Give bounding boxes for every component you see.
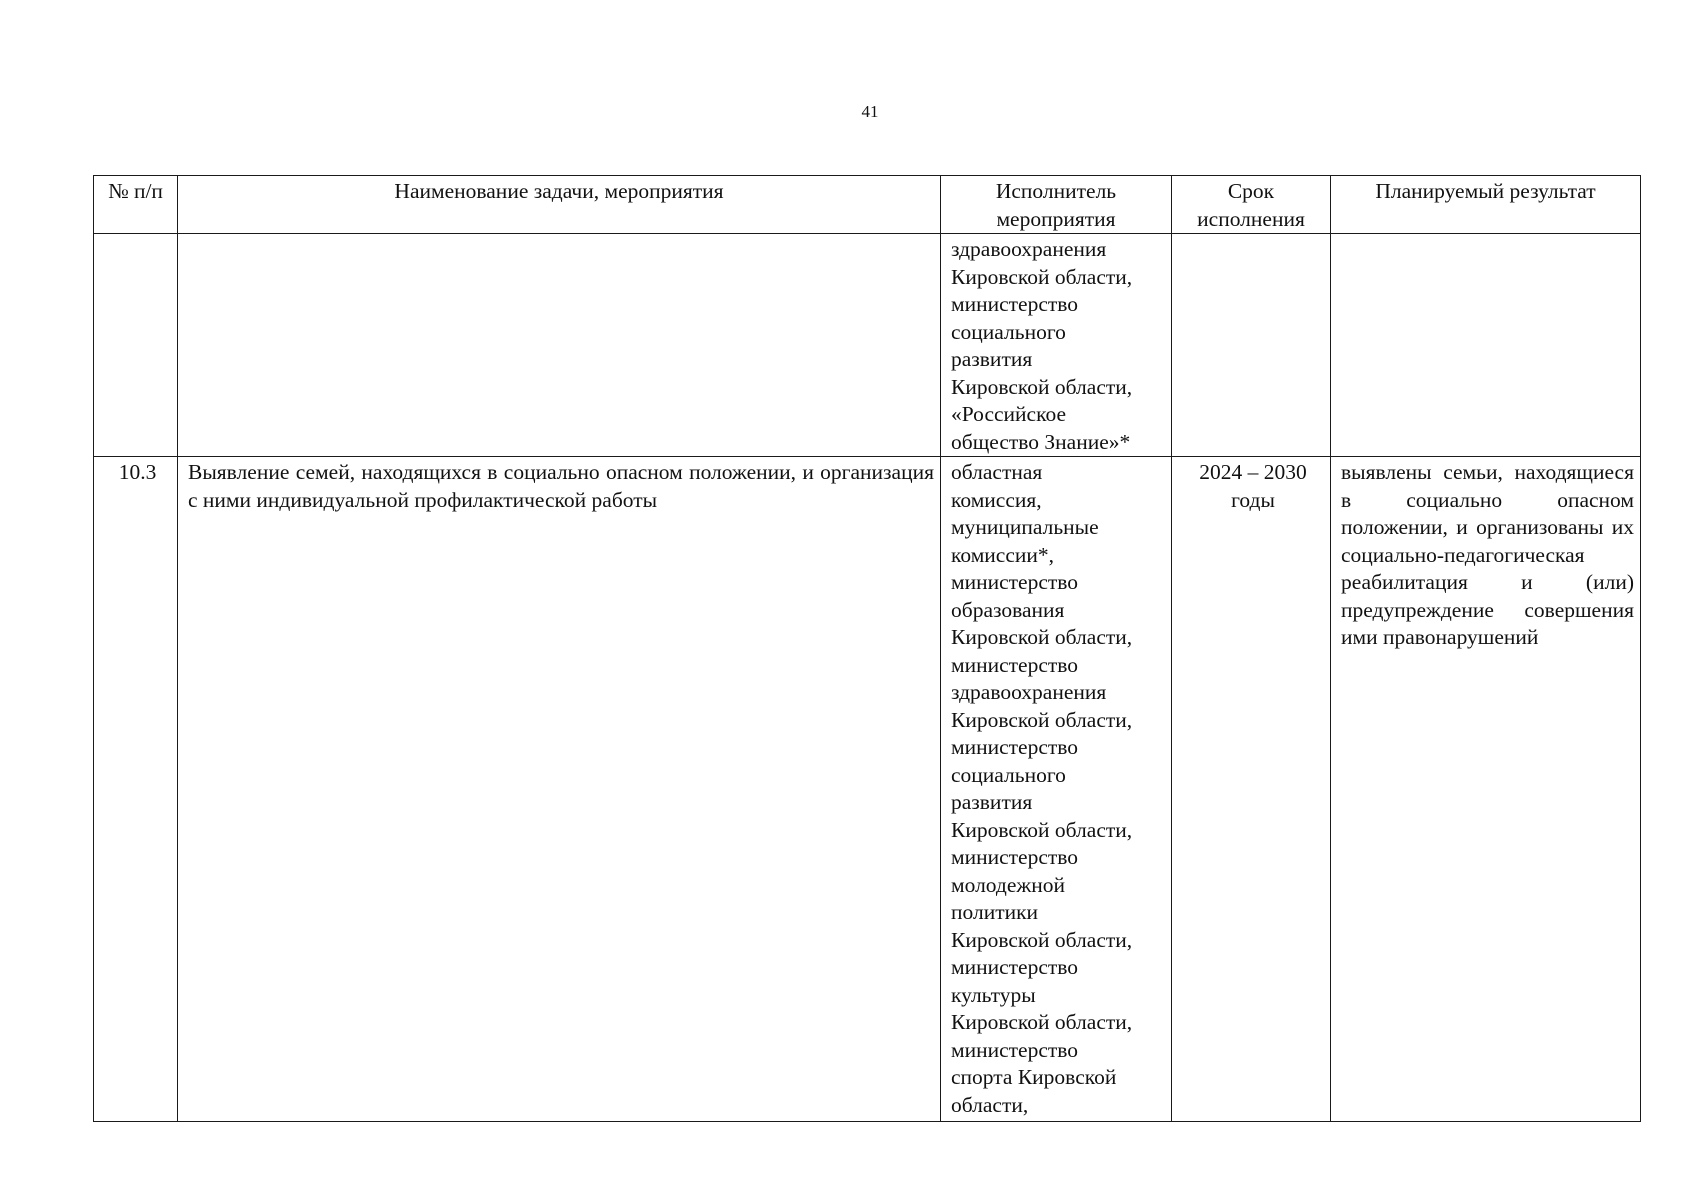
cell-number [94, 234, 178, 457]
executor-line: министерство [951, 570, 1079, 594]
executor-line: министерство [951, 955, 1079, 979]
executor-line: муниципальные [951, 515, 1099, 539]
executor-line: области, [951, 1092, 1029, 1117]
executor-line: Кировской области, [951, 707, 1133, 732]
cell-task: Выявление семей, находящихся в социально опасном положении, и организация с ними индивидуальной профилактической работы [178, 457, 941, 1122]
header-term: Срок исполнения [1172, 176, 1331, 234]
executor-line: образования [951, 597, 1065, 622]
executor-line: министерство [951, 652, 1079, 677]
executor-line: министерство [951, 845, 1079, 869]
executor-line: социального [951, 762, 1066, 787]
executor-line: министерство [951, 1037, 1079, 1062]
executor-line: здравоохранения [951, 237, 1107, 261]
executor-line: Кировской области, [951, 625, 1133, 649]
header-number: № п/п [94, 176, 178, 234]
header-result: Планируемый результат [1331, 176, 1641, 234]
cell-term: 2024 – 2030 годы [1172, 457, 1331, 1122]
cell-term [1172, 234, 1331, 457]
executor-line: культуры [951, 982, 1036, 1007]
cell-task [178, 234, 941, 457]
table-row-10-3 [94, 457, 1641, 1122]
executor-line: политики [951, 900, 1039, 924]
cell-executor [941, 234, 1172, 457]
executor-line: комиссия, [951, 487, 1042, 512]
executor-line: «Российское [951, 402, 1067, 426]
cell-result: выявлены семьи, находящиеся в социально опасном положении, и организованы их социально-педагогическая реабилитация и (или) предупреждение совершения ими правонарушений [1331, 457, 1641, 1122]
header-executor: Исполнитель мероприятия [941, 176, 1172, 234]
activities-table [93, 175, 1641, 1122]
executor-line: Кировской области, [951, 927, 1133, 952]
executor-line: областная [951, 460, 1043, 484]
executor-line: министерство [951, 735, 1079, 759]
executor-line: общество Знание»* [951, 429, 1131, 454]
cell-result [1331, 234, 1641, 457]
executor-line: Кировской области, [951, 817, 1133, 842]
executor-line: комиссии*, [951, 542, 1055, 567]
table-row-continuation [94, 234, 1641, 457]
executor-line: молодежной [951, 872, 1066, 897]
executor-line: Кировской области, [951, 264, 1133, 289]
cell-executor [941, 457, 1172, 1122]
executor-line: социального [951, 319, 1066, 344]
cell-number: 10.3 [94, 457, 178, 1122]
page-number: 41 [861, 102, 879, 121]
executor-line: Кировской области, [951, 1010, 1133, 1034]
executor-line: развития [951, 347, 1033, 371]
executor-line: развития [951, 790, 1033, 814]
executor-line: здравоохранения [951, 680, 1107, 704]
executor-line: Кировской области, [951, 374, 1133, 399]
table-header-row [94, 176, 1641, 234]
executor-line: министерство [951, 292, 1079, 316]
executor-line: спорта Кировской [951, 1065, 1117, 1089]
header-task: Наименование задачи, мероприятия [178, 176, 941, 234]
